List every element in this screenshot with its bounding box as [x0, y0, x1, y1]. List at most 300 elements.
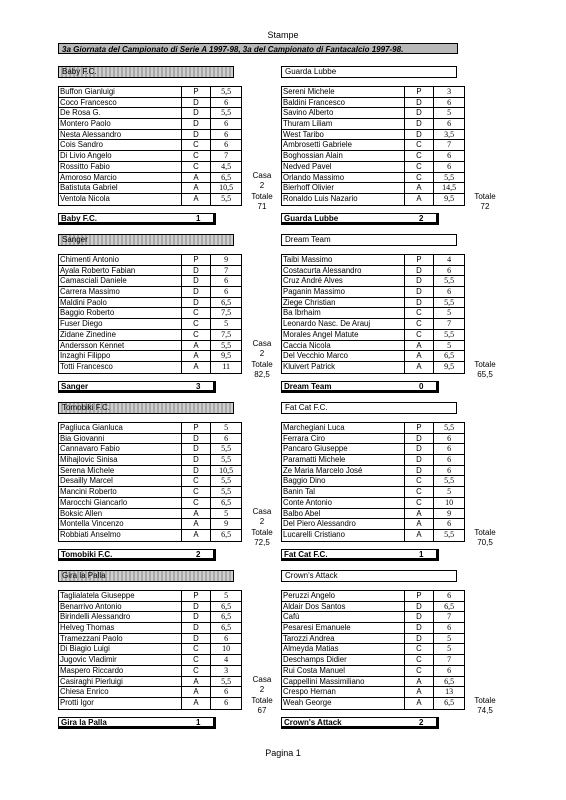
player-role: C [405, 476, 435, 486]
player-row [59, 591, 241, 602]
player-row [282, 173, 464, 184]
player-row [282, 612, 464, 623]
player-name: Bia Giovanni [59, 434, 182, 444]
player-row [282, 444, 464, 455]
player-row [59, 140, 241, 151]
home-lineup-table [58, 86, 242, 206]
away-team-header: Fat Cat F.C. [281, 402, 457, 414]
player-role: C [405, 319, 435, 329]
player-row [59, 455, 241, 466]
player-row [59, 498, 241, 509]
player-role: D [182, 298, 212, 308]
player-vote: 5,5 [221, 340, 232, 350]
player-name: Amoroso Marcio [59, 173, 182, 183]
score-team-name: Guarda Lubbe [284, 214, 339, 223]
player-role: A [405, 194, 435, 205]
score-value: 0 [418, 382, 424, 391]
player-row [282, 130, 464, 141]
player-row [282, 194, 464, 205]
player-row [59, 655, 241, 666]
player-vote: 6 [224, 633, 229, 643]
player-name: Montella Vincenzo [59, 519, 182, 529]
player-role: C [405, 151, 435, 161]
casa-label: Casa [252, 171, 272, 180]
casa-value: 2 [259, 349, 265, 358]
totale-label: Totale [251, 696, 273, 705]
player-row [59, 634, 241, 645]
player-role: D [405, 466, 435, 476]
player-row [59, 519, 241, 530]
player-vote: 4,5 [221, 161, 232, 171]
player-role: D [182, 602, 212, 612]
player-vote: 7 [224, 151, 229, 161]
player-row [282, 351, 464, 362]
player-name: Cafù [282, 612, 405, 622]
player-name: Pancaro Giuseppe [282, 444, 405, 454]
player-name: Aldair Dos Santos [282, 602, 405, 612]
player-row [59, 119, 241, 130]
player-name: Di Biagio Luigi [59, 644, 182, 654]
player-row [282, 308, 464, 319]
player-row [282, 466, 464, 477]
player-vote: 7 [447, 612, 452, 622]
player-name: Ziege Christian [282, 298, 405, 308]
player-row [282, 623, 464, 634]
player-vote: 7 [447, 655, 452, 665]
player-vote: 5 [224, 423, 229, 432]
player-vote: 7 [447, 319, 452, 329]
player-vote: 6,5 [221, 497, 232, 507]
player-vote: 6,5 [221, 172, 232, 182]
player-vote: 6 [447, 519, 452, 529]
player-name: Buffon Gianluigi [59, 87, 182, 97]
player-row [282, 423, 464, 434]
player-role: A [405, 183, 435, 193]
player-vote: 10 [445, 497, 454, 507]
player-role: D [405, 287, 435, 297]
player-role: C [182, 644, 212, 654]
player-name: Jugovic Vladimir [59, 655, 182, 665]
player-name: Baldini Francesco [282, 98, 405, 108]
player-role: A [405, 509, 435, 519]
player-role: D [405, 98, 435, 108]
player-role: D [182, 276, 212, 286]
player-row [59, 530, 241, 541]
player-role: P [182, 255, 212, 265]
player-vote: 6 [447, 665, 452, 675]
round-title: 3a Giornata del Campionato di Serie A 1997-98, 3a del Campionato di Fantacalcio 1997-98. [58, 43, 458, 54]
score-value: 2 [195, 550, 201, 559]
player-vote: 6,5 [221, 529, 232, 539]
player-row [282, 591, 464, 602]
player-row [282, 87, 464, 98]
totale-value: 72,5 [254, 538, 270, 547]
player-name: Tarozzi Andrea [282, 634, 405, 644]
player-name: Camasciali Daniele [59, 276, 182, 286]
player-name: Carrera Massimo [59, 287, 182, 297]
player-name: Robbiati Anselmo [59, 530, 182, 541]
player-row [282, 287, 464, 298]
player-name: Ayala Roberto Fabian [59, 266, 182, 276]
player-vote: 6,5 [221, 601, 232, 611]
player-role: D [405, 108, 435, 118]
player-role: D [405, 276, 435, 286]
player-row [282, 266, 464, 277]
player-row [282, 140, 464, 151]
casa-label: Casa [252, 507, 272, 516]
away-score-row [281, 213, 439, 225]
page-footer: Pagina 1 [265, 748, 301, 758]
player-name: Desailly Marcel [59, 476, 182, 486]
away-lineup-table [281, 422, 465, 542]
score-team-name: Dream Team [284, 382, 332, 391]
player-vote: 5 [447, 644, 452, 654]
player-vote: 7,5 [221, 308, 232, 318]
player-role: D [405, 634, 435, 644]
player-row [282, 98, 464, 109]
player-row [59, 687, 241, 698]
player-name: Zidane Zinedine [59, 330, 182, 340]
player-row [59, 108, 241, 119]
player-role: C [405, 498, 435, 508]
home-lineup-table [58, 254, 242, 374]
score-team-name: Sanger [61, 382, 89, 391]
player-row [59, 319, 241, 330]
player-vote: 4 [447, 255, 452, 264]
player-name: Ferrara Ciro [282, 434, 405, 444]
player-name: Cruz André Alves [282, 276, 405, 286]
player-role: C [182, 666, 212, 676]
player-role: P [405, 255, 435, 265]
player-vote: 5,5 [444, 297, 455, 307]
player-vote: 9,5 [444, 361, 455, 371]
player-row [282, 687, 464, 698]
player-row [282, 666, 464, 677]
player-row [282, 183, 464, 194]
player-vote: 5,5 [444, 329, 455, 339]
player-role: D [405, 612, 435, 622]
player-role: A [182, 687, 212, 697]
player-role: C [182, 498, 212, 508]
player-role: C [405, 162, 435, 172]
player-name: Rossitto Fabio [59, 162, 182, 172]
away-score-row [281, 549, 439, 561]
player-row [59, 173, 241, 184]
player-row [59, 612, 241, 623]
player-vote: 6 [447, 97, 452, 107]
player-role: A [182, 173, 212, 183]
player-vote: 6,5 [221, 612, 232, 622]
player-vote: 6,5 [221, 297, 232, 307]
player-vote: 6,5 [444, 351, 455, 361]
player-vote: 5,5 [444, 476, 455, 486]
player-row [59, 130, 241, 141]
player-row [282, 509, 464, 520]
player-vote: 5,5 [221, 455, 232, 465]
player-vote: 13 [445, 687, 454, 697]
player-name: Di Livio Angelo [59, 151, 182, 161]
home-team-header: Gira la Palla [58, 570, 234, 582]
player-role: P [182, 423, 212, 433]
player-role: P [182, 87, 212, 97]
player-name: Crespo Hernan [282, 687, 405, 697]
totale-value: 70,5 [477, 538, 493, 547]
player-name: Ba Ibrhaim [282, 308, 405, 318]
player-name: Caccia Nicola [282, 341, 405, 351]
player-name: Paganin Massimo [282, 287, 405, 297]
player-name: Benarrivo Antonio [59, 602, 182, 612]
player-row [59, 434, 241, 445]
player-role: C [405, 330, 435, 340]
player-row [59, 677, 241, 688]
player-row [59, 602, 241, 613]
totale-label: Totale [474, 360, 496, 369]
player-role: D [405, 298, 435, 308]
player-row [282, 119, 464, 130]
player-name: Serena Michele [59, 466, 182, 476]
away-team-header: Dream Team [281, 234, 457, 246]
player-name: Cois Sandro [59, 140, 182, 150]
player-name: Casiraghi Pierluigi [59, 677, 182, 687]
player-vote: 6 [447, 161, 452, 171]
player-row [59, 466, 241, 477]
player-name: Boghossian Alain [282, 151, 405, 161]
player-name: Helveg Thomas [59, 623, 182, 633]
player-vote: 4 [224, 655, 229, 665]
player-vote: 10,5 [219, 183, 234, 193]
score-team-name: Crown's Attack [284, 718, 342, 727]
player-name: Marocchi Giancarlo [59, 498, 182, 508]
player-role: D [182, 434, 212, 444]
player-vote: 5,5 [444, 529, 455, 539]
player-role: C [182, 140, 212, 150]
score-value: 1 [195, 214, 201, 223]
player-name: Weah George [282, 698, 405, 709]
player-role: C [405, 173, 435, 183]
player-name: Ze Maria Marcelo José [282, 466, 405, 476]
score-value: 1 [418, 550, 424, 559]
score-team-name: Gira la Palla [61, 718, 107, 727]
player-name: Fuser Diego [59, 319, 182, 329]
player-row [59, 287, 241, 298]
player-role: C [182, 319, 212, 329]
totale-label: Totale [474, 192, 496, 201]
player-role: D [405, 623, 435, 633]
player-name: Almeyda Matias [282, 644, 405, 654]
player-vote: 6 [224, 687, 229, 697]
player-vote: 6 [447, 119, 452, 129]
player-vote: 6 [224, 276, 229, 286]
player-role: D [182, 612, 212, 622]
score-value: 3 [195, 382, 201, 391]
player-name: Cappellini Massimiliano [282, 677, 405, 687]
player-role: D [182, 444, 212, 454]
casa-label: Casa [252, 339, 272, 348]
player-role: D [182, 466, 212, 476]
home-lineup-table [58, 590, 242, 710]
player-name: Maspero Riccardo [59, 666, 182, 676]
home-lineup-table [58, 422, 242, 542]
away-lineup-table [281, 86, 465, 206]
player-role: C [405, 644, 435, 654]
player-vote: 5,5 [444, 172, 455, 182]
player-name: Taglialatela Giuseppe [59, 591, 182, 601]
player-name: Maldini Paolo [59, 298, 182, 308]
player-name: Pagliuca Gianluca [59, 423, 182, 433]
player-row [282, 276, 464, 287]
player-row [59, 423, 241, 434]
player-vote: 6 [224, 287, 229, 297]
player-row [59, 509, 241, 520]
player-row [282, 498, 464, 509]
player-vote: 6 [224, 697, 229, 707]
player-role: C [182, 655, 212, 665]
player-name: West Taribo [282, 130, 405, 140]
player-vote: 9 [224, 519, 229, 529]
player-role: A [182, 530, 212, 541]
player-row [282, 255, 464, 266]
away-score-row [281, 717, 439, 729]
home-team-header: Tomobiki F.C. [58, 402, 234, 414]
player-vote: 6 [224, 433, 229, 443]
player-row [282, 487, 464, 498]
player-row [59, 351, 241, 362]
player-name: Ventola Nicola [59, 194, 182, 205]
player-name: Mancini Roberto [59, 487, 182, 497]
player-name: Morales Angel Matute [282, 330, 405, 340]
player-name: Thuram Liliam [282, 119, 405, 129]
player-vote: 3 [224, 665, 229, 675]
casa-value: 2 [259, 685, 265, 694]
player-name: Inzaghi Filippo [59, 351, 182, 361]
player-vote: 5,5 [444, 276, 455, 286]
player-role: A [405, 362, 435, 373]
player-row [59, 255, 241, 266]
player-row [282, 677, 464, 688]
player-role: P [405, 591, 435, 601]
player-vote: 6 [447, 287, 452, 297]
player-vote: 6,5 [221, 623, 232, 633]
player-vote: 7,5 [221, 329, 232, 339]
player-role: C [405, 655, 435, 665]
player-role: D [405, 434, 435, 444]
player-name: Banin Tal [282, 487, 405, 497]
player-vote: 7 [447, 140, 452, 150]
player-vote: 5,5 [221, 676, 232, 686]
player-name: Nesta Alessandro [59, 130, 182, 140]
player-name: Marchegiani Luca [282, 423, 405, 433]
player-role: C [182, 487, 212, 497]
player-row [282, 655, 464, 666]
totale-label: Totale [474, 696, 496, 705]
player-vote: 5,5 [221, 193, 232, 203]
player-role: D [405, 130, 435, 140]
player-name: Balbo Abel [282, 509, 405, 519]
player-vote: 5,5 [221, 87, 232, 96]
player-row [59, 298, 241, 309]
away-team-header: Crown's Attack [281, 570, 457, 582]
player-row [59, 666, 241, 677]
score-value: 2 [418, 718, 424, 727]
player-name: Batistuta Gabriel [59, 183, 182, 193]
player-role: A [182, 677, 212, 687]
player-name: Tramezzani Paolo [59, 634, 182, 644]
player-vote: 6 [447, 265, 452, 275]
totale-value: 74,5 [477, 706, 493, 715]
player-row [282, 151, 464, 162]
player-name: De Rosa G. [59, 108, 182, 118]
player-name: Paramatti Michele [282, 455, 405, 465]
player-role: A [405, 519, 435, 529]
player-row [59, 308, 241, 319]
player-role: C [405, 140, 435, 150]
player-row [59, 151, 241, 162]
player-vote: 11 [222, 361, 231, 371]
player-role: A [405, 687, 435, 697]
player-name: Taibi Massimo [282, 255, 405, 265]
player-vote: 6 [447, 465, 452, 475]
player-name: Baggio Dino [282, 476, 405, 486]
away-team-header: Guarda Lubbe [281, 66, 457, 78]
page-title: Stampe [267, 30, 299, 40]
player-vote: 5 [447, 340, 452, 350]
score-team-name: Baby F.C. [61, 214, 98, 223]
player-vote: 6,5 [444, 676, 455, 686]
player-vote: 6 [447, 151, 452, 161]
player-name: Bierhoff Olivier [282, 183, 405, 193]
player-vote: 6 [447, 455, 452, 465]
player-row [59, 330, 241, 341]
player-vote: 6 [447, 623, 452, 633]
player-role: A [182, 362, 212, 373]
player-name: Kluivert Patrick [282, 362, 405, 373]
totale-label: Totale [251, 192, 273, 201]
player-vote: 9 [224, 255, 229, 264]
away-lineup-table [281, 590, 465, 710]
player-role: D [182, 623, 212, 633]
player-role: P [405, 87, 435, 97]
player-vote: 6,5 [444, 601, 455, 611]
totale-value: 65,5 [477, 370, 493, 379]
player-role: D [405, 266, 435, 276]
player-vote: 6 [224, 129, 229, 139]
player-row [282, 162, 464, 173]
player-vote: 6 [224, 119, 229, 129]
player-role: C [405, 487, 435, 497]
player-vote: 9,5 [444, 193, 455, 203]
player-vote: 10,5 [219, 465, 234, 475]
player-row [59, 444, 241, 455]
player-vote: 5 [224, 508, 229, 518]
player-name: Deschamps Didier [282, 655, 405, 665]
player-role: A [405, 530, 435, 541]
player-row [59, 162, 241, 173]
player-row [282, 698, 464, 709]
player-name: Del Piero Alessandro [282, 519, 405, 529]
player-role: D [405, 444, 435, 454]
home-score-row [58, 213, 216, 225]
player-row [59, 623, 241, 634]
player-role: D [182, 130, 212, 140]
player-name: Baggio Roberto [59, 308, 182, 318]
player-name: Birindelli Alessandro [59, 612, 182, 622]
score-team-name: Fat Cat F.C. [284, 550, 328, 559]
player-name: Montero Paolo [59, 119, 182, 129]
away-score-row [281, 381, 439, 393]
player-role: D [182, 119, 212, 129]
player-role: D [182, 455, 212, 465]
player-vote: 5 [447, 487, 452, 497]
